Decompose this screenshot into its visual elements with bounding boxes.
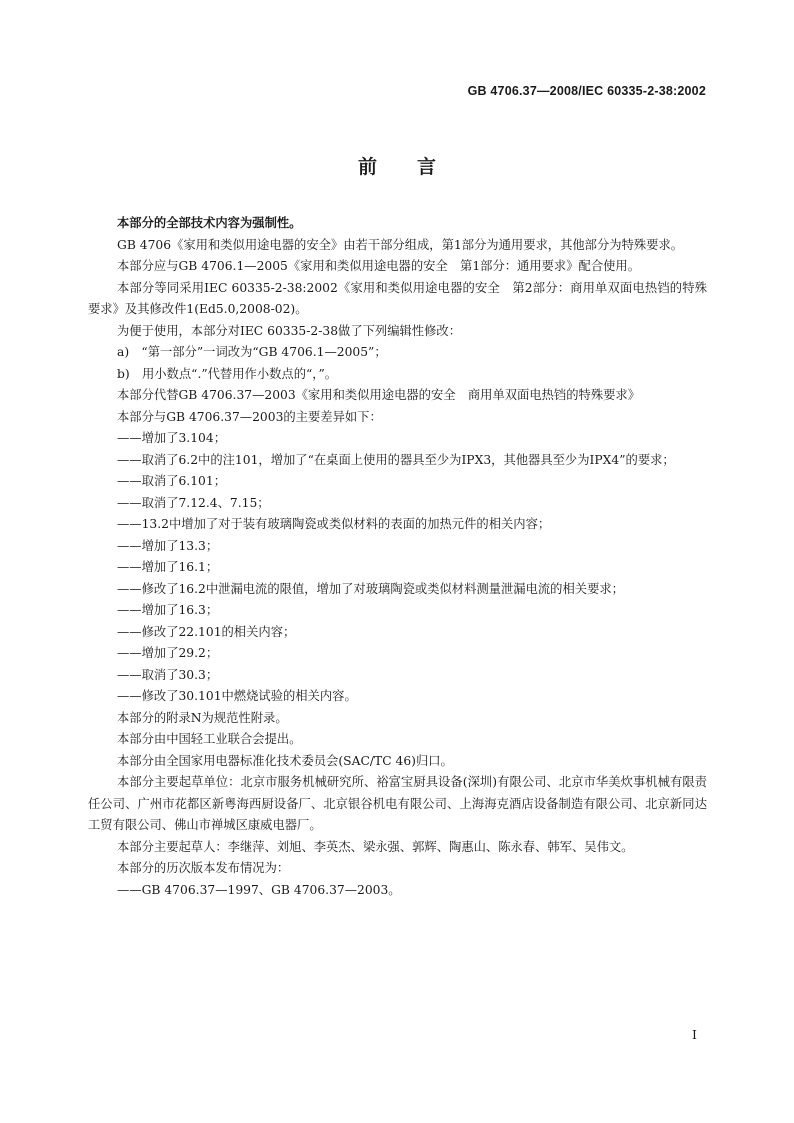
paragraph: 为便于使用，本部分对IEC 60335-2-38做了下列编辑性修改： xyxy=(117,323,461,338)
change-item: ——增加了13.3； xyxy=(117,538,219,553)
paragraph: 本部分应与GB 4706.1—2005《家用和类似用途电器的安全 第1部分：通用要求》配合使用。 xyxy=(117,259,641,273)
change-item: ——修改了22.101的相关内容； xyxy=(117,624,296,639)
paragraph: 本部分等同采用IEC 60335-2-38:2002《家用和类似用途电器的安全 第2部分：商用单双面电热铛的特殊要求》及其修改件1(Ed5.0,2008-02)。 xyxy=(88,280,707,316)
drafters: 本部分主要起草人：李继萍、刘旭、李英杰、梁永强、郭辉、陶惠山、陈永春、韩军、吴伟文。 xyxy=(117,839,634,854)
paragraph: 本部分的历次版本发布情况为： xyxy=(117,861,290,875)
paragraph: 本部分的附录N为规范性附录。 xyxy=(117,710,288,725)
paragraph: 本部分代替GB 4706.37—2003《家用和类似用途电器的安全 商用单双面电热铛的特殊要求》 xyxy=(117,388,641,402)
preface-body xyxy=(88,213,707,901)
version-history-item: ——GB 4706.37—1997、GB 4706.37—2003。 xyxy=(117,882,401,897)
change-item: ——修改了16.2中泄漏电流的限值，增加了对玻璃陶瓷或类似材料测量泄漏电流的相关要求； xyxy=(117,581,624,596)
change-item: ——增加了29.2； xyxy=(117,646,219,660)
change-item: ——取消了7.12.4、7.15； xyxy=(117,495,270,510)
paragraph: 本部分由中国轻工业联合会提出。 xyxy=(117,732,302,746)
change-item: ——增加了16.3； xyxy=(117,603,219,617)
paragraph: 本部分由全国家用电器标准化技术委员会(SAC/TC 46)归口。 xyxy=(117,753,453,768)
standard-code-header: GB 4706.37—2008/IEC 60335-2-38:2002 xyxy=(467,84,706,98)
list-item: b) 用小数点“.”代替用作小数点的“，”。 xyxy=(117,366,338,381)
paragraph: 本部分与GB 4706.37—2003的主要差异如下： xyxy=(117,409,382,424)
change-item: ——增加了3.104； xyxy=(117,431,226,445)
mandatory-statement: 本部分的全部技术内容为强制性。 xyxy=(117,216,302,230)
change-item: ——增加了16.1； xyxy=(117,560,219,574)
change-item: ——取消了30.3； xyxy=(117,667,219,682)
change-item: ——取消了6.2中的注101，增加了“在桌面上使用的器具至少为IPX3，其他器具至少为IPX4”的要求； xyxy=(117,452,675,467)
list-item: a) “第一部分”一词改为“GB 4706.1—2005”； xyxy=(117,345,387,359)
change-item: ——取消了6.101； xyxy=(117,474,226,488)
page-title: 前言 xyxy=(357,156,476,178)
page-number: I xyxy=(692,1027,697,1042)
change-item: ——修改了30.101中燃烧试验的相关内容。 xyxy=(117,689,357,703)
drafting-organizations: 本部分主要起草单位：北京市服务机械研究所、裕富宝厨具设备(深圳)有限公司、北京市华美炊事机械有限责任公司、广州市花都区新粤海西厨设备厂、北京银谷机电有限公司、上海海克酒店设备制造有限公司、北京新同达工贸有限公司、佛山市禅城区康威电器厂。 xyxy=(88,775,707,832)
paragraph: GB 4706《家用和类似用途电器的安全》由若干部分组成，第1部分为通用要求，其他部分为特殊要求。 xyxy=(117,237,684,252)
change-item: ——13.2中增加了对于装有玻璃陶瓷或类似材料的表面的加热元件的相关内容； xyxy=(117,517,551,531)
